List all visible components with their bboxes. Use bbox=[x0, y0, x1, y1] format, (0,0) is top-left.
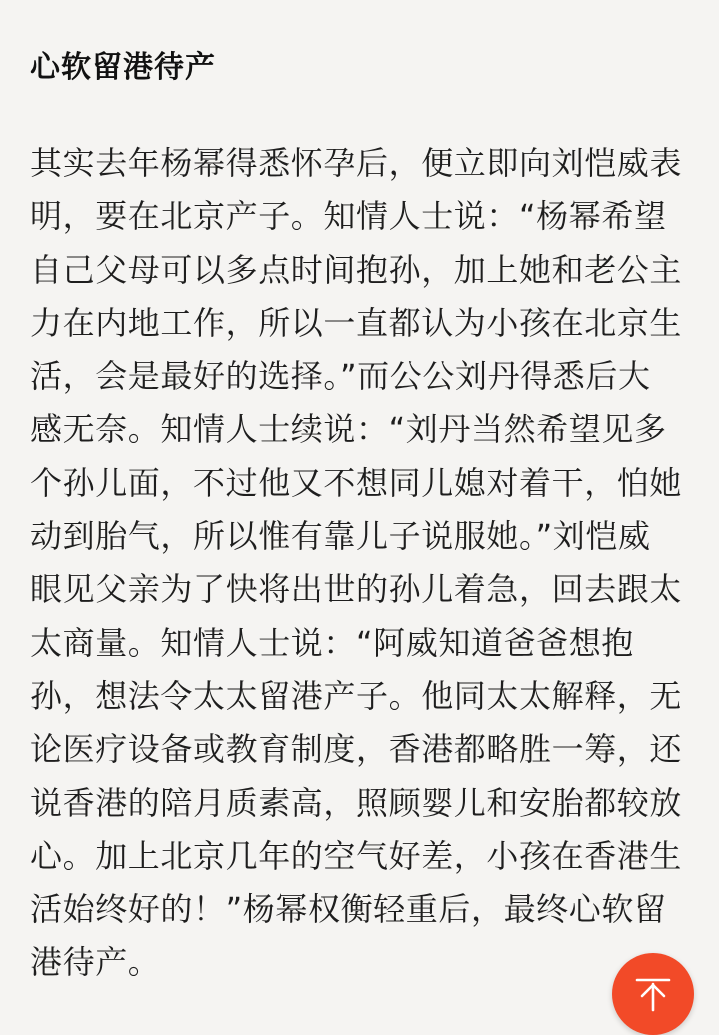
back-to-top-button[interactable] bbox=[612, 953, 694, 1035]
body-line: 心。加上北京几年的空气好差，小孩在香港生 bbox=[30, 836, 683, 875]
body-line: 活始终好的！”杨幂权衡轻重后，最终心软留 bbox=[30, 890, 667, 929]
body-line: 明，要在北京产子。知情人士说：“杨幂希望 bbox=[30, 197, 667, 236]
body-line: 个孙儿面，不过他又不想同儿媳对着干，怕她 bbox=[30, 463, 683, 502]
body-line: 力在内地工作，所以一直都认为小孩在北京生 bbox=[30, 303, 683, 342]
body-line: 自己父母可以多点时间抱孙，加上她和老公主 bbox=[30, 250, 683, 289]
body-line: 太商量。知情人士说：“阿威知道爸爸想抱 bbox=[30, 623, 634, 662]
body-line: 感无奈。知情人士续说：“刘丹当然希望见多 bbox=[30, 410, 667, 449]
arrow-up-icon bbox=[631, 972, 675, 1016]
body-line: 其实去年杨幂得悉怀孕后，便立即向刘恺威表 bbox=[30, 144, 683, 182]
body-line: 港待产。 bbox=[30, 943, 161, 982]
body-line: 眼见父亲为了快将出世的孙儿着急，回去跟太 bbox=[30, 570, 683, 609]
body-line: 活，会是最好的选择。”而公公刘丹得悉后大 bbox=[30, 357, 651, 396]
article-title: 心软留港待产 bbox=[30, 50, 216, 85]
article-body bbox=[30, 137, 695, 990]
body-line: 孙，想法令太太留港产子。他同太太解释，无 bbox=[30, 676, 683, 715]
body-line: 论医疗设备或教育制度，香港都略胜一筹，还 bbox=[30, 730, 683, 769]
body-line: 说香港的陪月质素高，照顾婴儿和安胎都较放 bbox=[30, 783, 683, 822]
body-line: 动到胎气，所以惟有靠儿子说服她。”刘恺威 bbox=[30, 517, 651, 556]
